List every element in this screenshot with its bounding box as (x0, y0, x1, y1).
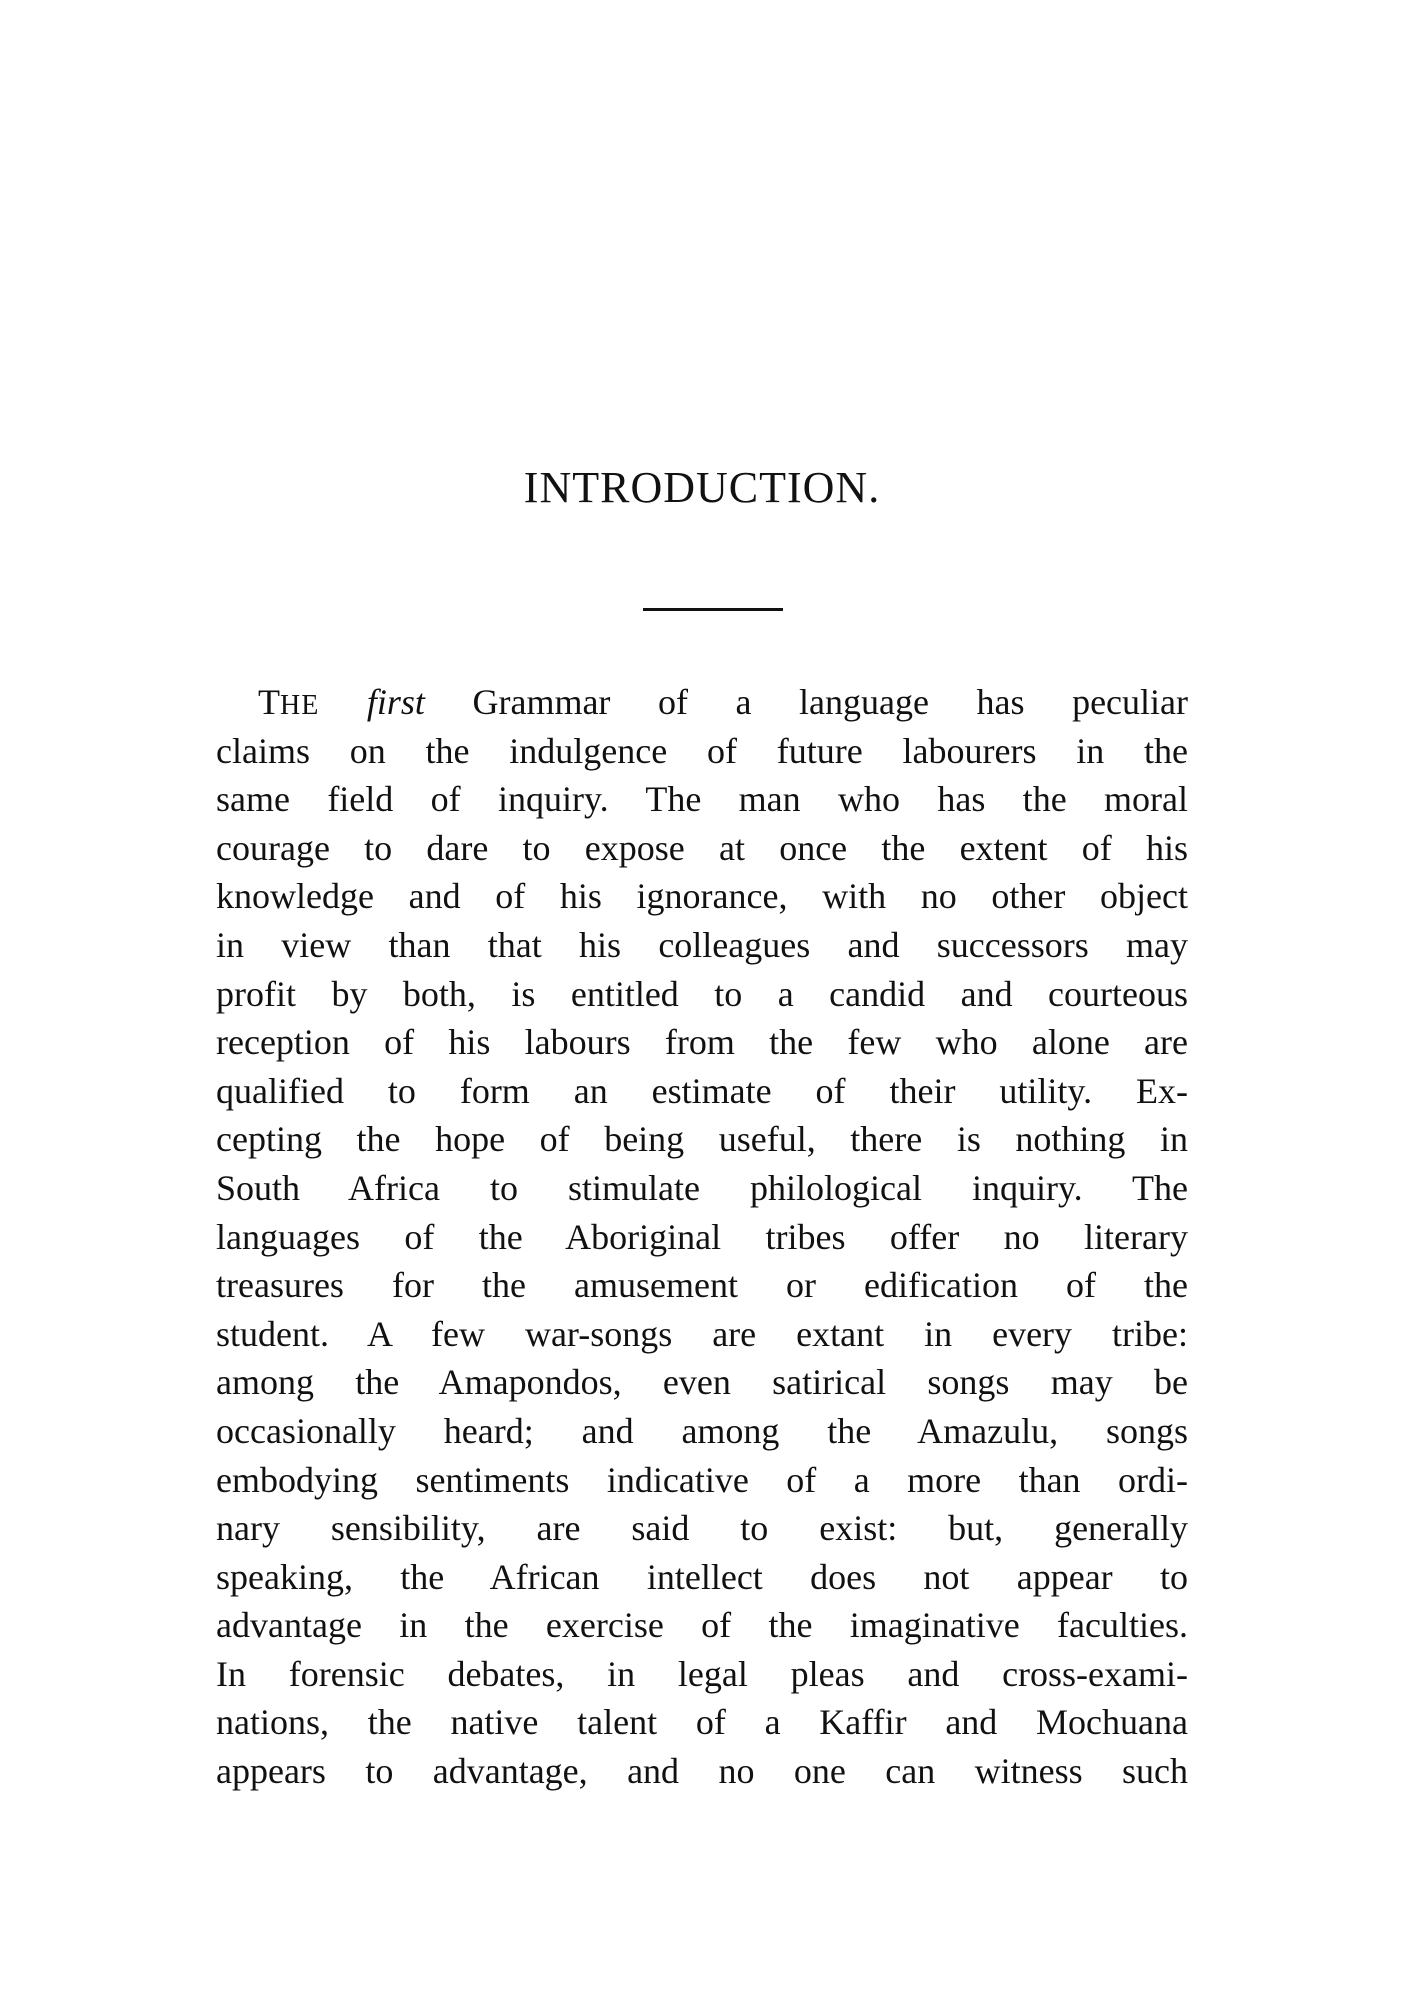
text-line: nary sensibility, are said to exist: but, generally (216, 1508, 1188, 1549)
text-line: in view than that his colleagues and successors may (216, 924, 1188, 965)
text-line: courage to dare to expose at once the extent of his (216, 827, 1188, 868)
text-line: treasures for the amusement or edification of the (216, 1265, 1188, 1306)
opening-rest: Grammar of a language has peculiar (424, 682, 1188, 722)
text-line: advantage in the exercise of the imaginative faculties. (216, 1605, 1188, 1646)
text-line: occasionally heard; and among the Amazulu, songs (216, 1410, 1188, 1451)
body-paragraph (216, 678, 1188, 1796)
opening-cap: T (258, 682, 280, 722)
text-line: speaking, the African intellect does not appear to (216, 1556, 1188, 1597)
title-divider (643, 608, 783, 611)
text-line: qualified to form an estimate of their utility. Ex- (216, 1070, 1188, 1111)
text-line: appears to advantage, and no one can witness such (216, 1751, 1188, 1792)
text-line: South Africa to stimulate philological inquiry. The (216, 1167, 1188, 1208)
page-title: INTRODUCTION. (523, 463, 881, 512)
text-line: cepting the hope of being useful, there is nothing in (216, 1119, 1188, 1160)
text-line: claims on the indulgence of future labourers in the (216, 730, 1188, 771)
text-line: In forensic debates, in legal pleas and cross-exami- (216, 1653, 1188, 1694)
opening-italic-word: first (366, 682, 425, 722)
text-line: among the Amapondos, even satirical songs may be (216, 1362, 1188, 1403)
text-line-opening (216, 678, 1188, 727)
text-line: profit by both, is entitled to a candid and courteous (216, 973, 1188, 1014)
text-line: embodying sentiments indicative of a more than ordi- (216, 1459, 1188, 1500)
text-line: nations, the native talent of a Kaffir and Mochuana (216, 1702, 1188, 1743)
text-line: knowledge and of his ignorance, with no other object (216, 876, 1188, 917)
text-line: languages of the Aboriginal tribes offer no literary (216, 1216, 1188, 1257)
text-line: reception of his labours from the few who alone are (216, 1022, 1188, 1063)
text-line: same field of inquiry. The man who has the moral (216, 779, 1188, 820)
text-line: student. A few war-songs are extant in every tribe: (216, 1313, 1188, 1354)
opening-small-caps: HE (280, 690, 320, 721)
